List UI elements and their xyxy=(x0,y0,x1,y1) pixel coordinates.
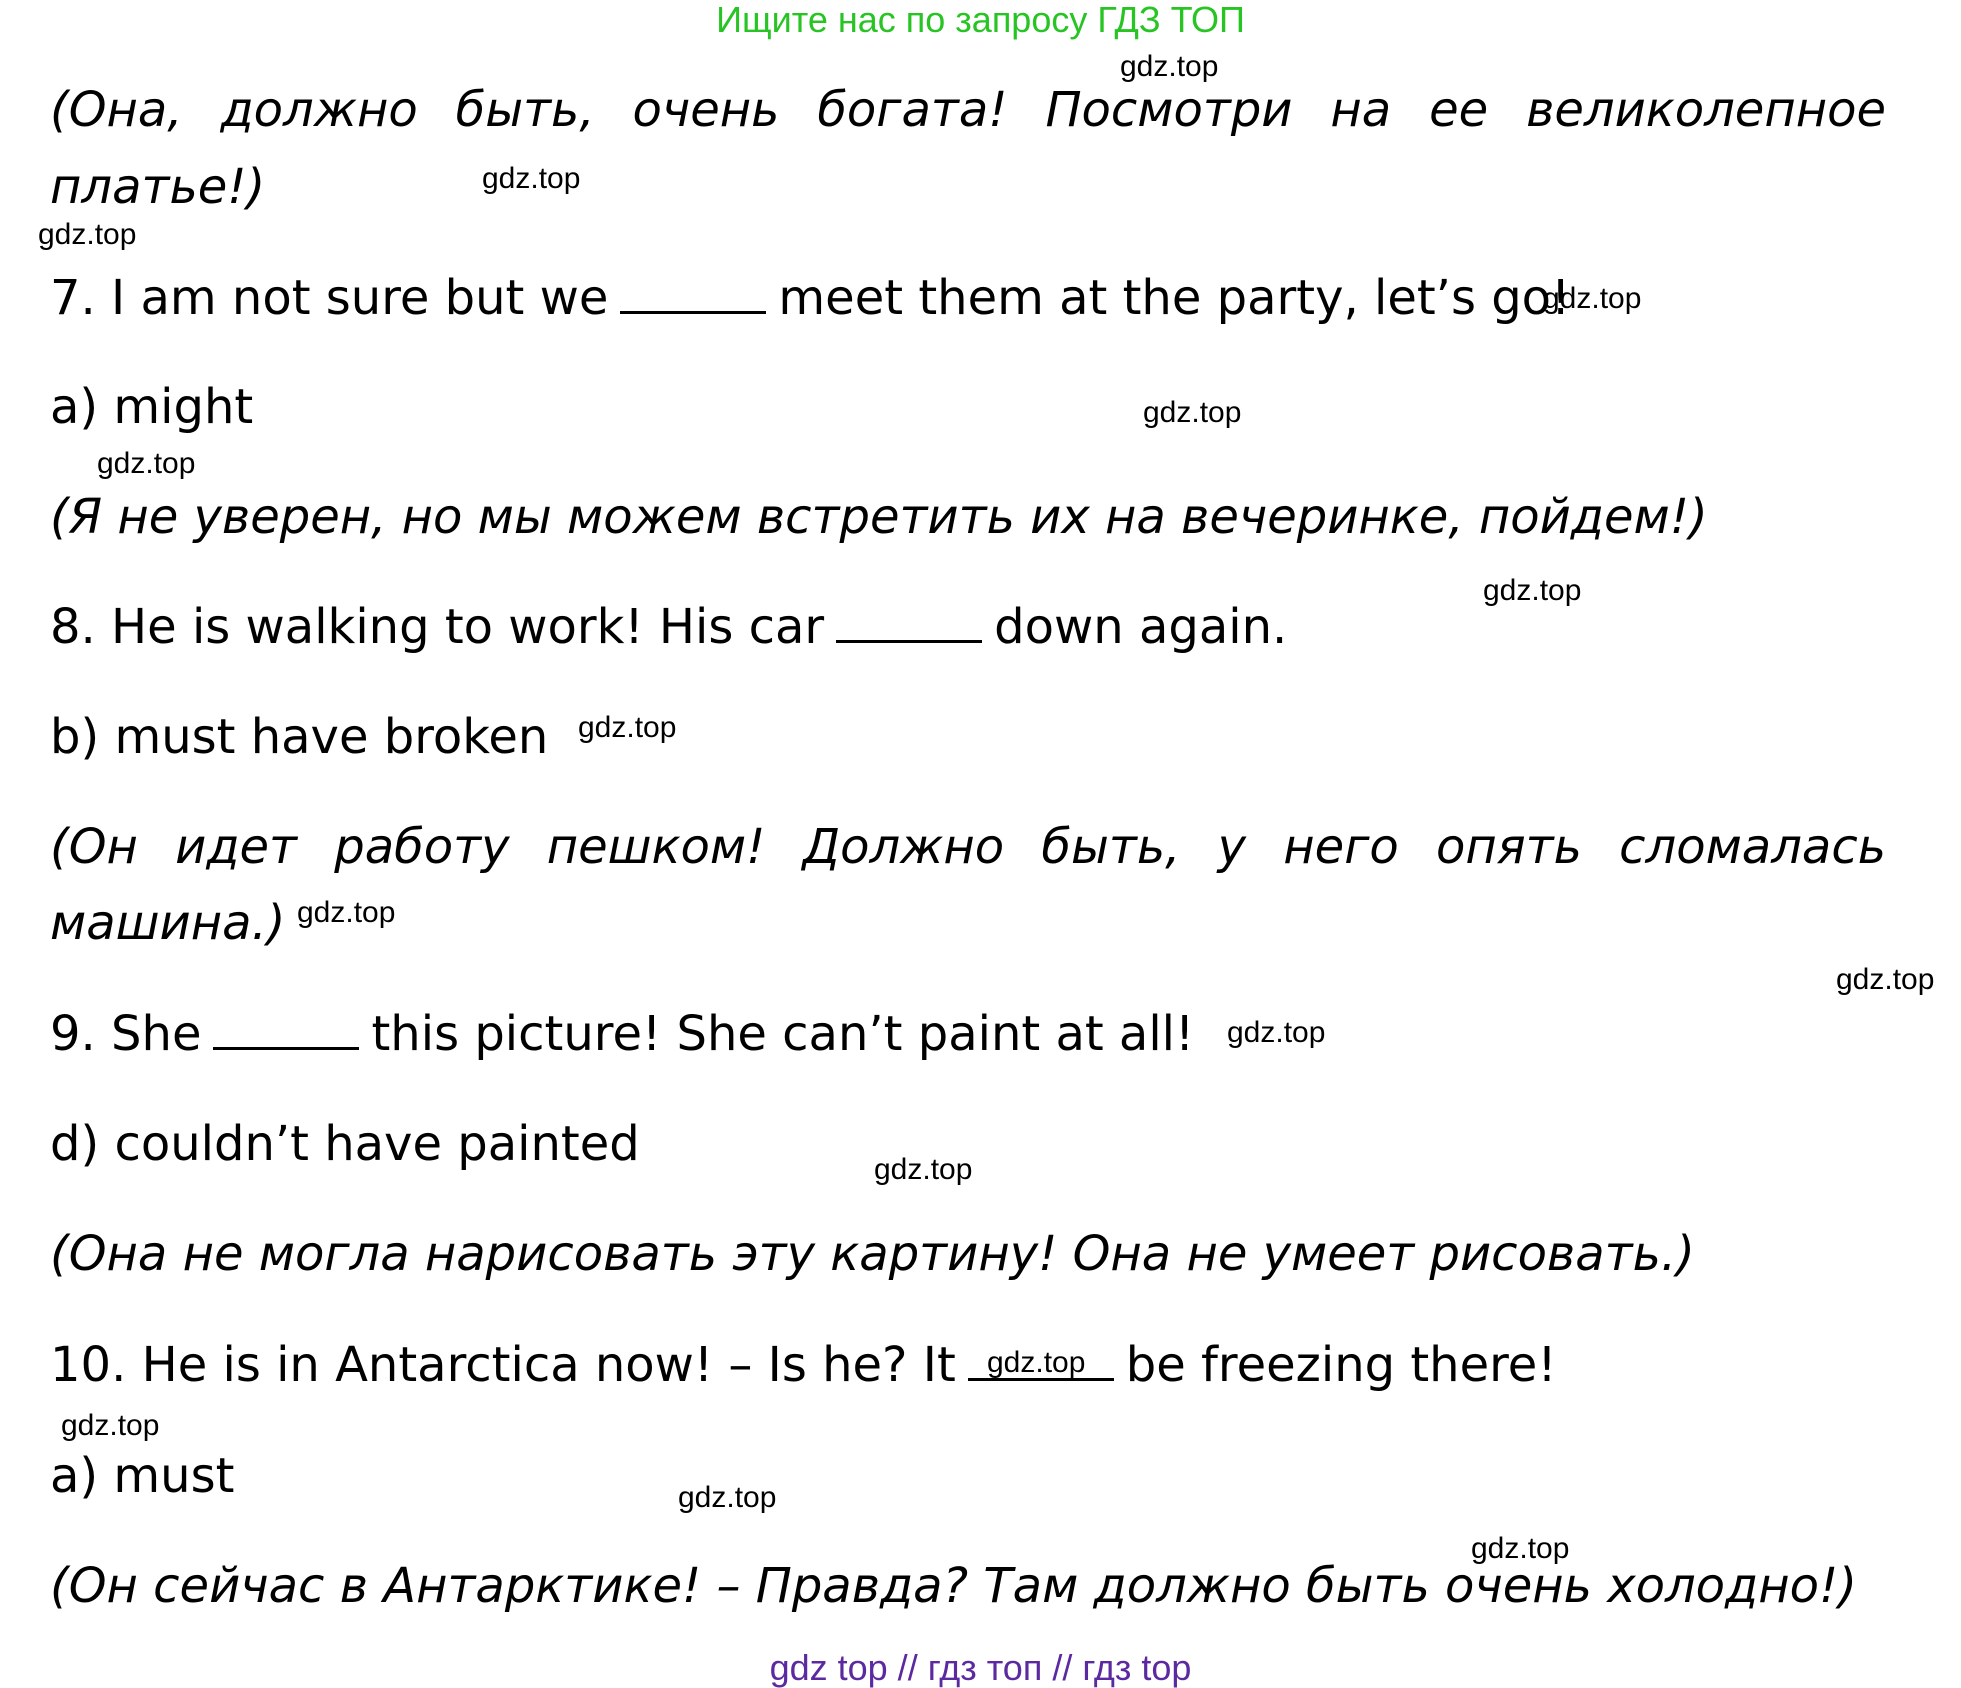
answer-8: b) must have broken xyxy=(50,709,549,765)
answer-blank xyxy=(836,639,982,643)
question-10 xyxy=(50,1335,1557,1395)
question-7-end: meet them at the party, let’s go! xyxy=(778,270,1571,326)
translation-6-line-2: платье!) xyxy=(50,159,266,215)
watermark: gdz.top xyxy=(1227,1016,1326,1049)
question-9-end: this picture! She can’t paint at all! xyxy=(371,1006,1195,1062)
watermark: gdz.top xyxy=(1471,1532,1570,1565)
translation-10: (Он сейчас в Антарктике! – Правда? Там должно быть очень холодно!) xyxy=(50,1558,1857,1614)
watermark: gdz.top xyxy=(38,218,137,251)
watermark: gdz.top xyxy=(297,896,396,929)
top-banner: Ищите нас по запросу ГДЗ ТОП xyxy=(716,0,1245,40)
answer-9: d) couldn’t have painted xyxy=(50,1116,640,1172)
watermark: gdz.top xyxy=(61,1409,160,1442)
watermark: gdz.top xyxy=(1120,50,1219,83)
watermark: gdz.top xyxy=(1836,963,1935,996)
translation-7: (Я не уверен, но мы можем встретить их на вечеринке, пойдем!) xyxy=(50,489,1708,545)
answer-7: a) might xyxy=(50,379,254,435)
question-9-start: 9. She xyxy=(50,1006,202,1062)
watermark: gdz.top xyxy=(987,1346,1086,1379)
question-8-start: 8. He is walking to work! His car xyxy=(50,599,825,655)
translation-9: (Она не могла нарисовать эту картину! Она не умеет рисовать.) xyxy=(50,1226,1695,1282)
translation-6-line-1: (Она, должно быть, очень богата! Посмотри на ее великолепное xyxy=(50,82,1886,138)
watermark: gdz.top xyxy=(1143,396,1242,429)
question-7-start: 7. I am not sure but we xyxy=(50,270,609,326)
footer-links: gdz top // гдз топ // гдз top xyxy=(769,1647,1192,1688)
question-8-end: down again. xyxy=(994,599,1288,655)
watermark: gdz.top xyxy=(578,711,677,744)
watermark: gdz.top xyxy=(482,162,581,195)
watermark: gdz.top xyxy=(874,1153,973,1186)
watermark: gdz.top xyxy=(1483,574,1582,607)
question-7 xyxy=(50,268,1570,328)
answer-10: a) must xyxy=(50,1448,235,1504)
question-10-end: be freezing there! xyxy=(1125,1337,1557,1393)
translation-8-line-1: (Он идет работу пешком! Должно быть, у него опять сломалась xyxy=(50,819,1886,875)
translation-8-line-2: машина.) xyxy=(50,895,286,951)
question-8 xyxy=(50,597,1287,657)
answer-blank xyxy=(620,310,766,314)
question-10-start: 10. He is in Antarctica now! – Is he? It xyxy=(50,1337,956,1393)
watermark: gdz.top xyxy=(678,1481,777,1514)
question-9 xyxy=(50,1004,1194,1064)
answer-blank xyxy=(213,1046,359,1050)
watermark: gdz.top xyxy=(97,447,196,480)
watermark: gdz.top xyxy=(1543,282,1642,315)
